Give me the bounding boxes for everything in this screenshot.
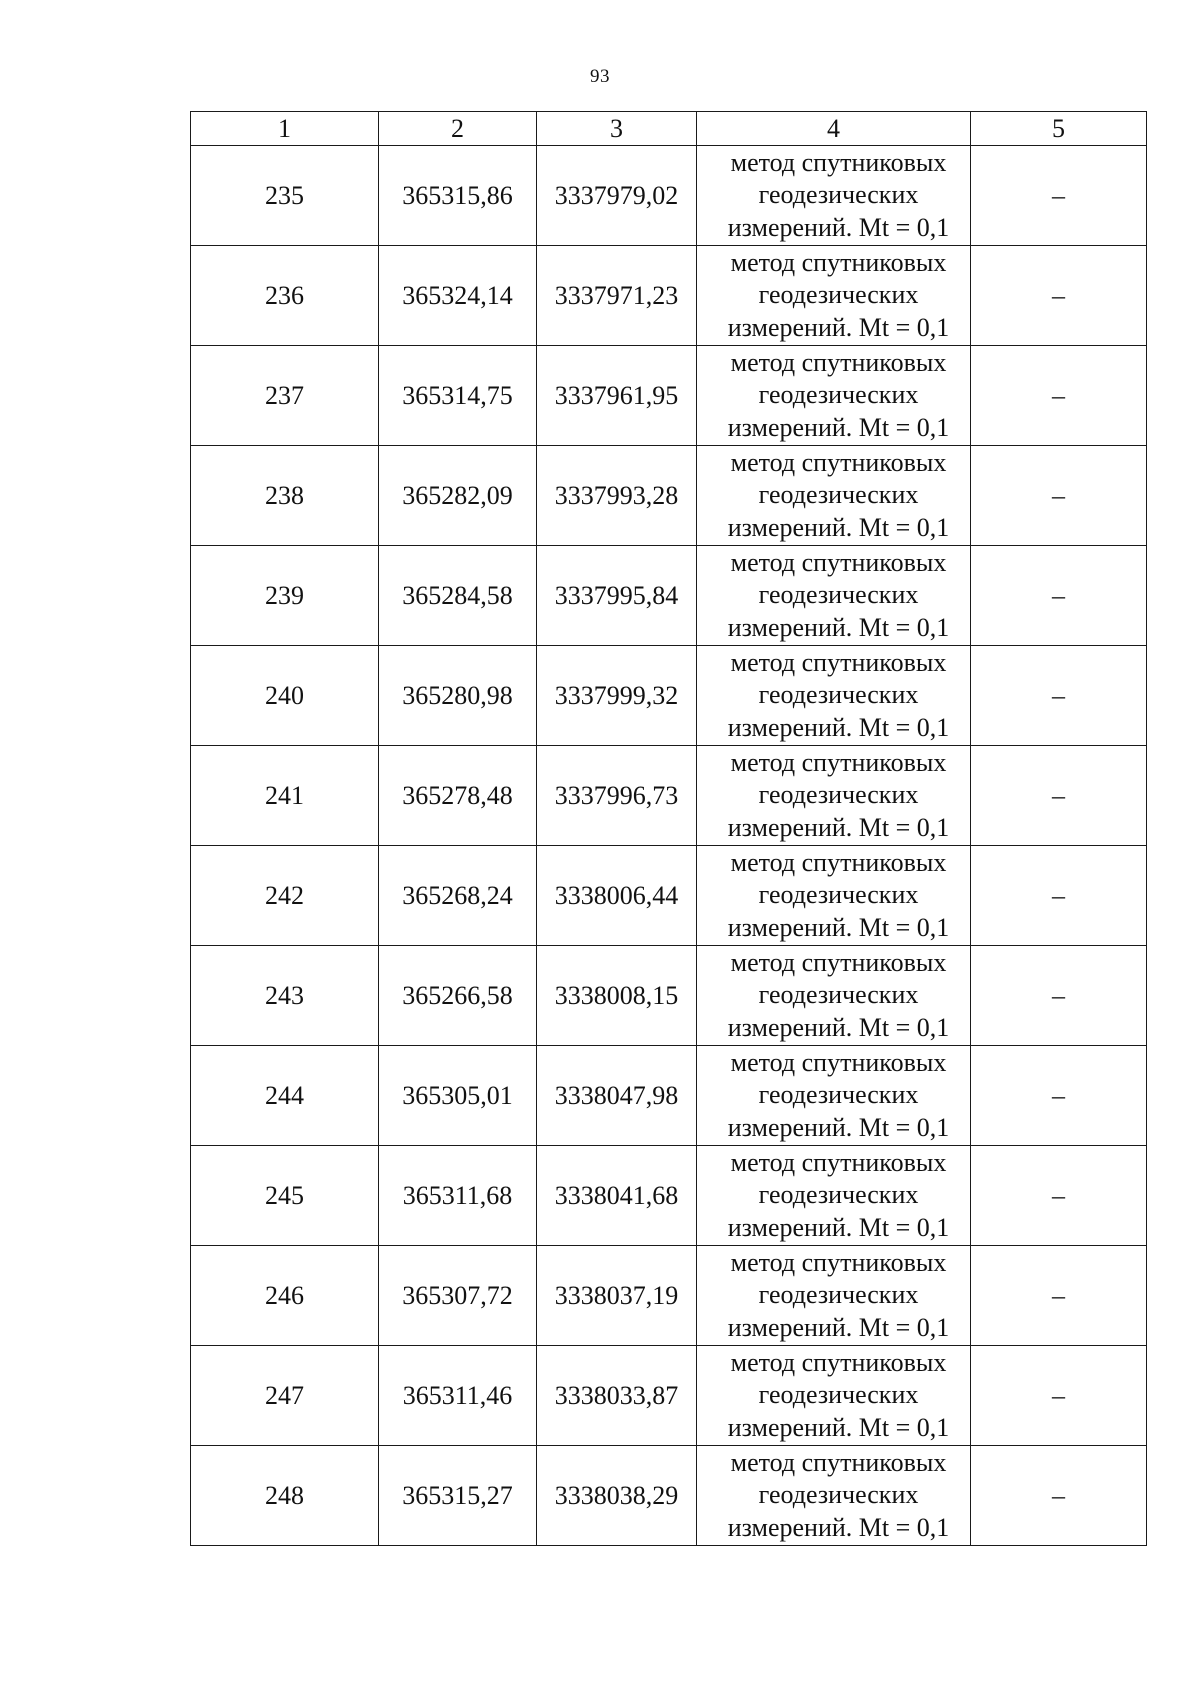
coordinate-y-cell: 3338047,98 xyxy=(537,1046,697,1146)
method-text-line: измерений. Mt = 0,1 xyxy=(727,912,950,942)
point-number-cell: 238 xyxy=(191,446,379,546)
coordinate-y-cell: 3338033,87 xyxy=(537,1346,697,1446)
method-cell xyxy=(697,746,971,846)
point-number-cell: 245 xyxy=(191,1146,379,1246)
note-cell: – xyxy=(971,646,1147,746)
coordinate-x-cell: 365284,58 xyxy=(379,546,537,646)
table-row xyxy=(191,446,1147,546)
method-cell xyxy=(697,346,971,446)
note-cell: – xyxy=(971,1446,1147,1546)
point-number-cell: 247 xyxy=(191,1346,379,1446)
method-text-line: измерений. Mt = 0,1 xyxy=(727,512,950,542)
method-cell xyxy=(697,1046,971,1146)
method-text-line: измерений. Mt = 0,1 xyxy=(727,1212,950,1242)
note-cell: – xyxy=(971,146,1147,246)
coordinate-y-cell: 3338037,19 xyxy=(537,1246,697,1346)
coordinate-x-cell: 365315,86 xyxy=(379,146,537,246)
method-text-line: геодезических xyxy=(758,680,919,710)
table-row xyxy=(191,1246,1147,1346)
coordinate-y-cell: 3338006,44 xyxy=(537,846,697,946)
coordinate-x-cell: 365278,48 xyxy=(379,746,537,846)
note-cell: – xyxy=(971,346,1147,446)
note-cell: – xyxy=(971,246,1147,346)
method-cell xyxy=(697,646,971,746)
coordinate-y-cell: 3337999,32 xyxy=(537,646,697,746)
method-text-line: метод спутниковых xyxy=(730,947,947,977)
coordinate-x-cell: 365305,01 xyxy=(379,1046,537,1146)
method-text-line: геодезических xyxy=(758,1180,919,1210)
method-text-line: метод спутниковых xyxy=(730,147,947,177)
table-row xyxy=(191,1346,1147,1446)
method-text-line: геодезических xyxy=(758,1280,919,1310)
point-number-cell: 240 xyxy=(191,646,379,746)
point-number-cell: 244 xyxy=(191,1046,379,1146)
coordinate-x-cell: 365266,58 xyxy=(379,946,537,1046)
point-number-cell: 246 xyxy=(191,1246,379,1346)
coordinate-y-cell: 3338008,15 xyxy=(537,946,697,1046)
coordinate-x-cell: 365307,72 xyxy=(379,1246,537,1346)
method-text-line: метод спутниковых xyxy=(730,1247,947,1277)
method-text-line: метод спутниковых xyxy=(730,847,947,877)
table-header-row xyxy=(191,112,1147,146)
method-cell xyxy=(697,146,971,246)
note-cell: – xyxy=(971,446,1147,546)
method-text-line: измерений. Mt = 0,1 xyxy=(727,612,950,642)
method-text-line: метод спутниковых xyxy=(730,647,947,677)
point-number-cell: 242 xyxy=(191,846,379,946)
table-row xyxy=(191,646,1147,746)
method-text-line: измерений. Mt = 0,1 xyxy=(727,712,950,742)
method-text-line: геодезических xyxy=(758,1380,919,1410)
table-row xyxy=(191,946,1147,1046)
method-text-line: геодезических xyxy=(758,880,919,910)
method-text-line: геодезических xyxy=(758,180,919,210)
column-header-5: 5 xyxy=(971,112,1147,146)
page-number: 93 xyxy=(590,66,610,87)
method-text-line: геодезических xyxy=(758,580,919,610)
method-text-line: геодезических xyxy=(758,380,919,410)
point-number-cell: 243 xyxy=(191,946,379,1046)
table-row xyxy=(191,146,1147,246)
note-cell: – xyxy=(971,1346,1147,1446)
note-cell: – xyxy=(971,946,1147,1046)
method-text-line: измерений. Mt = 0,1 xyxy=(727,1412,950,1442)
coordinate-y-cell: 3337996,73 xyxy=(537,746,697,846)
coordinate-x-cell: 365311,46 xyxy=(379,1346,537,1446)
coordinate-x-cell: 365268,24 xyxy=(379,846,537,946)
note-cell: – xyxy=(971,846,1147,946)
column-header-2: 2 xyxy=(379,112,537,146)
method-text-line: метод спутниковых xyxy=(730,1147,947,1177)
coordinate-y-cell: 3337979,02 xyxy=(537,146,697,246)
method-cell xyxy=(697,246,971,346)
table-row xyxy=(191,546,1147,646)
method-cell xyxy=(697,1346,971,1446)
note-cell: – xyxy=(971,746,1147,846)
note-cell: – xyxy=(971,546,1147,646)
point-number-cell: 237 xyxy=(191,346,379,446)
method-text-line: геодезических xyxy=(758,980,919,1010)
method-text-line: геодезических xyxy=(758,780,919,810)
method-cell xyxy=(697,1246,971,1346)
coordinate-y-cell: 3337993,28 xyxy=(537,446,697,546)
coordinate-y-cell: 3338038,29 xyxy=(537,1446,697,1546)
column-header-3: 3 xyxy=(537,112,697,146)
coordinate-y-cell: 3337995,84 xyxy=(537,546,697,646)
coordinate-x-cell: 365324,14 xyxy=(379,246,537,346)
method-cell xyxy=(697,546,971,646)
coordinate-y-cell: 3338041,68 xyxy=(537,1146,697,1246)
note-cell: – xyxy=(971,1146,1147,1246)
coordinates-table xyxy=(190,111,1147,1546)
point-number-cell: 235 xyxy=(191,146,379,246)
method-cell xyxy=(697,1146,971,1246)
method-cell xyxy=(697,446,971,546)
coordinate-x-cell: 365282,09 xyxy=(379,446,537,546)
method-text-line: метод спутниковых xyxy=(730,447,947,477)
method-text-line: геодезических xyxy=(758,1480,919,1510)
point-number-cell: 236 xyxy=(191,246,379,346)
method-text-line: измерений. Mt = 0,1 xyxy=(727,1312,950,1342)
table-row xyxy=(191,346,1147,446)
method-text-line: геодезических xyxy=(758,1080,919,1110)
coordinate-y-cell: 3337971,23 xyxy=(537,246,697,346)
table-row xyxy=(191,746,1147,846)
column-header-4: 4 xyxy=(697,112,971,146)
method-text-line: метод спутниковых xyxy=(730,1347,947,1377)
table-row xyxy=(191,1446,1147,1546)
method-text-line: измерений. Mt = 0,1 xyxy=(727,1512,950,1542)
note-cell: – xyxy=(971,1246,1147,1346)
method-cell xyxy=(697,1446,971,1546)
method-text-line: метод спутниковых xyxy=(730,1447,947,1477)
method-text-line: метод спутниковых xyxy=(730,1047,947,1077)
method-text-line: измерений. Mt = 0,1 xyxy=(727,312,950,342)
method-cell xyxy=(697,846,971,946)
point-number-cell: 239 xyxy=(191,546,379,646)
point-number-cell: 241 xyxy=(191,746,379,846)
method-text-line: метод спутниковых xyxy=(730,347,947,377)
table-row xyxy=(191,1146,1147,1246)
column-header-1: 1 xyxy=(191,112,379,146)
coordinate-x-cell: 365315,27 xyxy=(379,1446,537,1546)
method-text-line: геодезических xyxy=(758,280,919,310)
method-text-line: метод спутниковых xyxy=(730,547,947,577)
note-cell: – xyxy=(971,1046,1147,1146)
method-text-line: измерений. Mt = 0,1 xyxy=(727,1112,950,1142)
method-text-line: измерений. Mt = 0,1 xyxy=(727,212,950,242)
table-body xyxy=(191,112,1147,1546)
point-number-cell: 248 xyxy=(191,1446,379,1546)
coordinate-x-cell: 365280,98 xyxy=(379,646,537,746)
coordinate-x-cell: 365314,75 xyxy=(379,346,537,446)
method-text-line: метод спутниковых xyxy=(730,247,947,277)
method-text-line: измерений. Mt = 0,1 xyxy=(727,1012,950,1042)
method-text-line: метод спутниковых xyxy=(730,747,947,777)
table-row xyxy=(191,846,1147,946)
coordinate-x-cell: 365311,68 xyxy=(379,1146,537,1246)
method-text-line: геодезических xyxy=(758,480,919,510)
coordinate-y-cell: 3337961,95 xyxy=(537,346,697,446)
table-row xyxy=(191,246,1147,346)
table-row xyxy=(191,1046,1147,1146)
method-text-line: измерений. Mt = 0,1 xyxy=(727,412,950,442)
method-text-line: измерений. Mt = 0,1 xyxy=(727,812,950,842)
method-cell xyxy=(697,946,971,1046)
